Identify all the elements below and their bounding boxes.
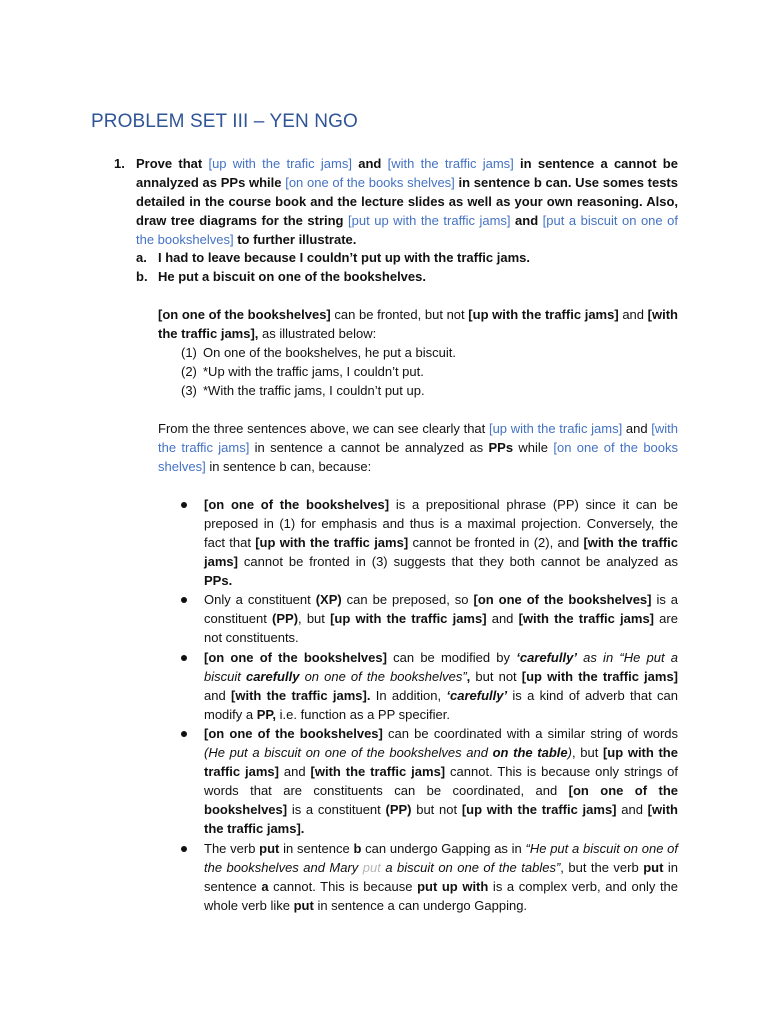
text: in sentence: [204, 860, 678, 894]
text: and: [486, 611, 519, 626]
phrase: PP,: [256, 707, 277, 722]
example-number: (3): [181, 383, 197, 398]
phrase: put: [293, 898, 314, 913]
phrase: [up with the traffic jams]: [204, 745, 678, 779]
bracketed-phrase: [up with the trafic jams]: [208, 156, 352, 171]
example-2: [181, 362, 424, 381]
text: in sentence b can, because:: [205, 459, 372, 474]
example-text: *Up with the traffic jams, I couldn’t put.: [203, 364, 424, 379]
gapped-verb: put: [362, 860, 381, 875]
bracketed-phrase: [put up with the traffic jams]: [348, 213, 511, 228]
text: cannot. This is because only strings of words that are constituents can be coordinated, and: [204, 764, 678, 798]
sentence-label: b.: [136, 269, 148, 284]
example-text: *With the traffic jams, I couldn’t put up.: [203, 383, 425, 398]
text: while: [513, 440, 554, 455]
text: and: [204, 688, 232, 703]
text: is a kind of adverb that can modify a: [204, 688, 678, 722]
text: and: [622, 421, 652, 436]
text: From the three sentences above, we can see clearly that: [158, 421, 489, 436]
example-quote: on one of the bookshelves”: [299, 669, 467, 684]
prompt-text: in sentence b can. Use somes tests detailed in the course book and the lecture slides as well as your own reasoning. Also, draw tree diagrams for the string: [136, 175, 678, 228]
text: is a constituent: [204, 592, 679, 626]
text: in sentence a can undergo Gapping.: [313, 898, 528, 913]
phrase: [on one of the bookshelves]: [473, 592, 652, 607]
sentence-a: [136, 248, 530, 267]
text: but not: [411, 802, 462, 817]
text: are not constituents.: [204, 611, 678, 645]
example-1: [181, 343, 456, 362]
bullet-dot: [181, 731, 187, 737]
phrase: [up with the traffic jams]: [330, 611, 487, 626]
bullet-dot: [181, 846, 187, 852]
text: and: [279, 764, 311, 779]
text: cannot be fronted in (2), and: [408, 535, 584, 550]
phrase: PPs.: [204, 573, 233, 588]
sentence-text: He put a biscuit on one of the bookshelves.: [158, 269, 426, 284]
phrase: [up with the traffic jams]: [255, 535, 409, 550]
phrase: ‘carefully’: [516, 650, 577, 665]
phrase: [up with the traffic jams]: [521, 669, 679, 684]
prompt-text: and: [351, 156, 388, 171]
prompt-text: in sentence a cannot be annalyzed as PPs while: [136, 156, 678, 190]
bracketed-phrase: [on one of the books shelves]: [285, 175, 455, 190]
bullet-item-constituent: [204, 590, 678, 647]
text: is a constituent: [287, 802, 386, 817]
example-number: (1): [181, 345, 197, 360]
text: The verb: [204, 841, 260, 856]
phrase: carefully: [245, 669, 300, 684]
bracketed-phrase: [with the traffic jams]: [387, 156, 514, 171]
example-text: On one of the bookshelves, he put a biscuit.: [203, 345, 456, 360]
phrase: [with the traffic jams]: [310, 764, 446, 779]
text: i.e. function as a PP specifier.: [276, 707, 450, 722]
bullet-item-coordination: [204, 724, 678, 838]
phrase: [with the traffic jams]: [518, 611, 655, 626]
text: can be fronted, but not: [330, 307, 469, 322]
bullet-dot: [181, 502, 187, 508]
phrase: put: [259, 841, 280, 856]
phrase: [on one of the bookshelves]: [204, 497, 390, 512]
bullet-item-gapping: [204, 839, 678, 915]
prompt-text: and: [510, 213, 543, 228]
example-quote: ): [567, 745, 572, 760]
sentence-text: I had to leave because I couldn’t put up with the traffic jams.: [158, 250, 531, 265]
phrase: (PP): [385, 802, 412, 817]
text: Only a constituent: [204, 592, 316, 607]
bracketed-phrase: [up with the trafic jams]: [488, 421, 623, 436]
phrase: a: [261, 879, 269, 894]
text: is a prepositional phrase (PP) since it can be preposed in (1) for emphasis and thus is a maximal projection. Conversely, the fact that: [204, 497, 678, 550]
example-quote: as in “He put a biscuit: [204, 650, 679, 684]
text: and: [618, 307, 648, 322]
phrase: PPs: [488, 440, 514, 455]
conclusion-paragraph: [158, 419, 678, 476]
text: can be preposed, so: [341, 592, 474, 607]
example-quote: a biscuit on one of the tables”: [380, 860, 561, 875]
text: cannot be fronted in (3) suggests that they both cannot be analyzed as: [237, 554, 678, 569]
phrase: (XP): [315, 592, 342, 607]
phrase: ,: [466, 669, 471, 684]
phrase: [on one of the bookshelves]: [204, 726, 383, 741]
sentence-label: a.: [136, 250, 147, 265]
text: and: [616, 802, 648, 817]
phrase: ‘carefully’: [446, 688, 508, 703]
question-number: 1.: [114, 156, 125, 171]
question-prompt: [136, 154, 678, 249]
phrase: [with the traffic jams].: [231, 688, 371, 703]
phrase: [up with the traffic jams]: [468, 307, 619, 322]
phrase: [on one of the bookshelves]: [204, 783, 678, 817]
sentence-b: [136, 267, 426, 286]
bracketed-phrase: [with the traffic jams]: [158, 421, 678, 455]
phrase: [on one of the bookshelves]: [158, 307, 331, 322]
example-3: [181, 381, 425, 400]
phrase: [up with the traffic jams]: [461, 802, 617, 817]
page-title: PROBLEM SET III – YEN NGO: [91, 111, 358, 132]
bullet-item-preposing: [204, 495, 678, 590]
phrase: [with the traffic jams].: [204, 802, 678, 836]
text: can be modified by: [386, 650, 517, 665]
text: cannot. This is because: [268, 879, 418, 894]
bullet-dot: [181, 655, 187, 661]
text: but not: [470, 669, 522, 684]
phrase: put: [643, 860, 664, 875]
bracketed-phrase: [on one of the books shelves]: [158, 440, 679, 474]
phrase: [with the traffic jams]: [204, 535, 678, 569]
text: , but the verb: [560, 860, 644, 875]
bullet-item-modification: [204, 648, 678, 724]
text: is a complex verb, and only the whole verb like: [204, 879, 679, 913]
text: , but: [298, 611, 331, 626]
phrase: on the table: [492, 745, 568, 760]
text: in sentence: [279, 841, 354, 856]
text: In addition,: [370, 688, 447, 703]
bullet-dot: [181, 597, 187, 603]
phrase: (PP): [272, 611, 299, 626]
phrase: [on one of the bookshelves]: [204, 650, 387, 665]
text: as illustrated below:: [258, 326, 377, 341]
prompt-text: to further illustrate.: [233, 232, 357, 247]
prompt-text: Prove that: [136, 156, 209, 171]
phrase: b: [353, 841, 362, 856]
bracketed-phrase: [put a biscuit on one of the bookshelves]: [136, 213, 678, 247]
phrase: [with the traffic jams],: [158, 307, 678, 341]
intro-paragraph: [158, 305, 678, 343]
text: , but: [571, 745, 603, 760]
example-number: (2): [181, 364, 197, 379]
text: in sentence a cannot be annalyzed as: [249, 440, 489, 455]
example-quote: (He put a biscuit on one of the bookshelves and: [204, 745, 493, 760]
text: can undergo Gapping as in: [361, 841, 526, 856]
text: can be coordinated with a similar string of words: [382, 726, 679, 741]
phrase: put up with: [417, 879, 489, 894]
example-quote: “He put a biscuit on one of the bookshelves and Mary: [204, 841, 679, 875]
